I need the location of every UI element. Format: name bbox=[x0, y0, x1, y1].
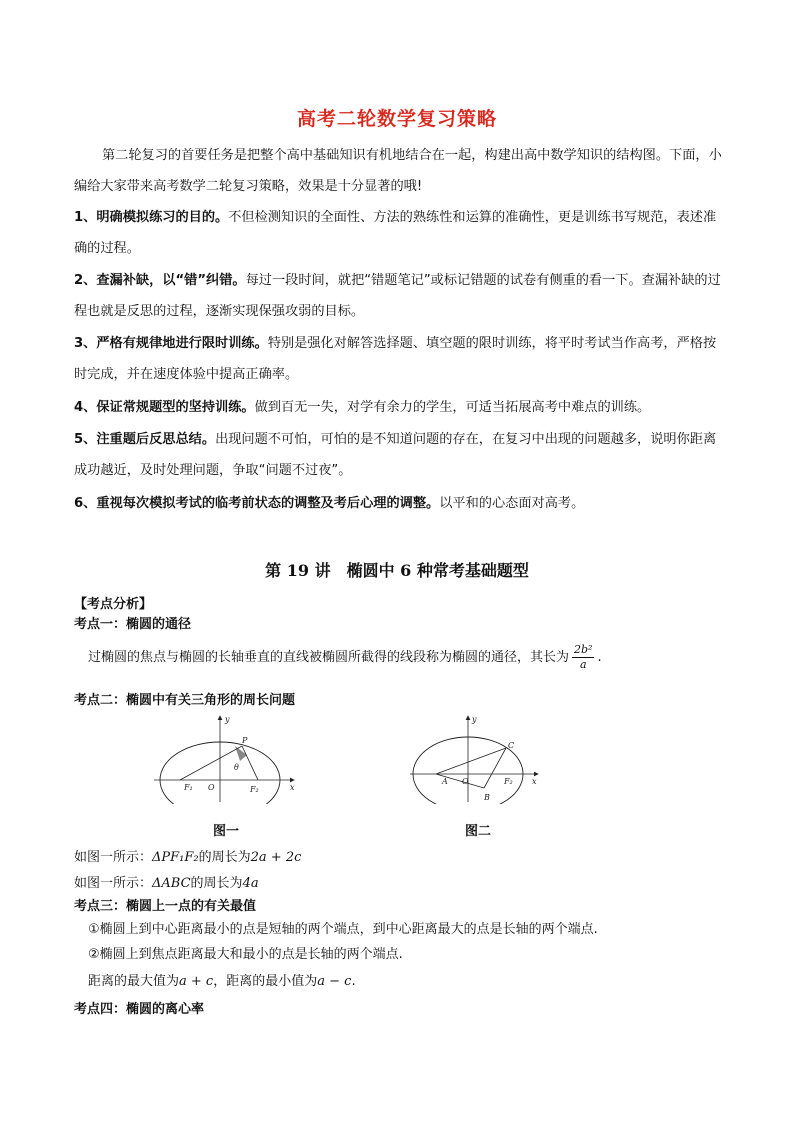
point4-heading: 考点四：椭圆的离心率 bbox=[74, 1002, 205, 1017]
tip-5-heading: 5、注重题后反思总结。 bbox=[74, 432, 216, 447]
tip-4 bbox=[74, 392, 724, 423]
tip-1-heading: 1、明确模拟练习的目的。 bbox=[74, 210, 229, 225]
line1-prefix: 如图一所示： bbox=[74, 850, 153, 865]
label-c: C bbox=[508, 741, 515, 750]
point1-end: . bbox=[597, 650, 602, 665]
label-p: P bbox=[242, 736, 248, 745]
point3-extremes bbox=[88, 970, 356, 989]
triangle-abc: ΔABC bbox=[152, 876, 191, 891]
label-o: O bbox=[208, 783, 215, 792]
tip-3-heading: 3、严格有规律地进行限时训练。 bbox=[74, 336, 268, 351]
label-o: O bbox=[462, 777, 469, 786]
point1-text bbox=[88, 643, 602, 672]
segment-ac bbox=[436, 748, 506, 774]
label-a: A bbox=[442, 777, 448, 786]
point1-heading: 考点一：椭圆的通径 bbox=[74, 617, 192, 632]
lecture-title: 第 19 讲 椭圆中 6 种常考基础题型 bbox=[265, 561, 529, 580]
label-y: y bbox=[472, 715, 477, 724]
point2-line1 bbox=[74, 846, 301, 865]
label-theta: θ bbox=[234, 763, 239, 772]
fraction-numerator: 2b² bbox=[574, 643, 593, 656]
label-x: x bbox=[290, 783, 295, 792]
extremes-end: . bbox=[351, 974, 356, 989]
max-prefix: 距离的最大值为 bbox=[88, 974, 180, 989]
line2-mid: 的周长为 bbox=[190, 876, 243, 891]
label-f2: F₂ bbox=[504, 777, 513, 786]
point3-heading: 考点三：椭圆上一点的有关最值 bbox=[74, 899, 257, 914]
label-y: y bbox=[225, 715, 230, 724]
label-f1: F₁ bbox=[184, 783, 193, 792]
tip-3-body: 特别是强化对解答选择题、填空题的限时训练，将平时考试当作高考，严格按时完成，并在速度体验中提高正确率。 bbox=[74, 336, 717, 382]
max-value: a + c bbox=[179, 974, 214, 989]
tip-2 bbox=[74, 265, 724, 327]
tip-2-body: 每过一段时间，就把“错题笔记”或标记错题的试卷有侧重的看一下。查漏补缺的过程也就是反思的过程，逐渐实现保强攻弱的目标。 bbox=[74, 273, 721, 319]
point3-item2: ②椭圆上到焦点距离最大和最小的点是长轴的两个端点. bbox=[88, 947, 403, 962]
label-b: B bbox=[484, 793, 490, 802]
tip-4-heading: 4、保证常规题型的坚持训练。 bbox=[74, 400, 255, 415]
line1-value: 2a + 2c bbox=[250, 850, 302, 865]
tip-1 bbox=[74, 202, 724, 264]
point2-heading: 考点二：椭圆中有关三角形的周长问题 bbox=[74, 693, 296, 708]
segment-pf1 bbox=[180, 746, 242, 780]
tip-5 bbox=[74, 424, 724, 486]
label-f2: F₂ bbox=[250, 785, 259, 794]
segment-bc bbox=[484, 748, 506, 788]
tip-6-body: 以平和的心态面对高考。 bbox=[439, 496, 585, 511]
point3-item1: ①椭圆上到中心距离最小的点是短轴的两个端点，到中心距离最大的点是长轴的两个端点. bbox=[88, 922, 598, 937]
triangle-pf1f2: ΔPF₁F₂ bbox=[152, 850, 199, 865]
tip-5-body: 出现问题不可怕，可怕的是不知道问题的存在，在复习中出现的问题越多，说明你距离成功越近，及时处理问题，争取“问题不过夜”。 bbox=[74, 432, 717, 478]
point1-sentence: 过椭圆的焦点与椭圆的长轴垂直的直线被椭圆所截得的线段称为椭圆的通径，其长为 bbox=[88, 650, 570, 665]
analysis-heading: 【考点分析】 bbox=[74, 597, 153, 612]
line2-prefix: 如图一所示： bbox=[74, 876, 153, 891]
tip-4-body: 做到百无一失，对学有余力的学生，可适当拓展高考中难点的训练。 bbox=[254, 400, 651, 415]
tip-3 bbox=[74, 328, 724, 390]
tip-1-body: 不但检测知识的全面性、方法的熟练性和运算的准确性，更是训练书写规范，表述准确的过程。 bbox=[74, 210, 717, 256]
figure-2-caption: 图二 bbox=[464, 824, 491, 839]
min-value: a − c bbox=[317, 974, 352, 989]
point2-line2 bbox=[74, 872, 259, 891]
page-title: 高考二轮数学复习策略 bbox=[296, 108, 497, 130]
tip-6 bbox=[74, 488, 724, 519]
intro-paragraph: 第二轮复习的首要任务是把整个高中基础知识有机地结合在一起，构建出高中数学知识的结构图。下面，小编给大家带来高考数学二轮复习策略，效果是十分显著的哦! bbox=[74, 148, 722, 194]
segment-pf2 bbox=[242, 746, 258, 780]
line2-value: 4a bbox=[242, 876, 259, 891]
latus-rectum-fraction bbox=[572, 643, 594, 672]
figure-1-caption: 图一 bbox=[212, 824, 239, 839]
line1-mid: 的周长为 bbox=[198, 850, 251, 865]
fraction-denominator: a bbox=[579, 658, 587, 671]
min-prefix: ，距离的最小值为 bbox=[213, 974, 318, 989]
tip-6-heading: 6、重视每次模拟考试的临考前状态的调整及考后心理的调整。 bbox=[74, 496, 440, 511]
figure-2-ellipse bbox=[406, 712, 546, 804]
tip-2-heading: 2、查漏补缺，以“错”纠错。 bbox=[74, 273, 246, 288]
figure-1-ellipse bbox=[150, 712, 300, 804]
label-x: x bbox=[532, 777, 537, 786]
